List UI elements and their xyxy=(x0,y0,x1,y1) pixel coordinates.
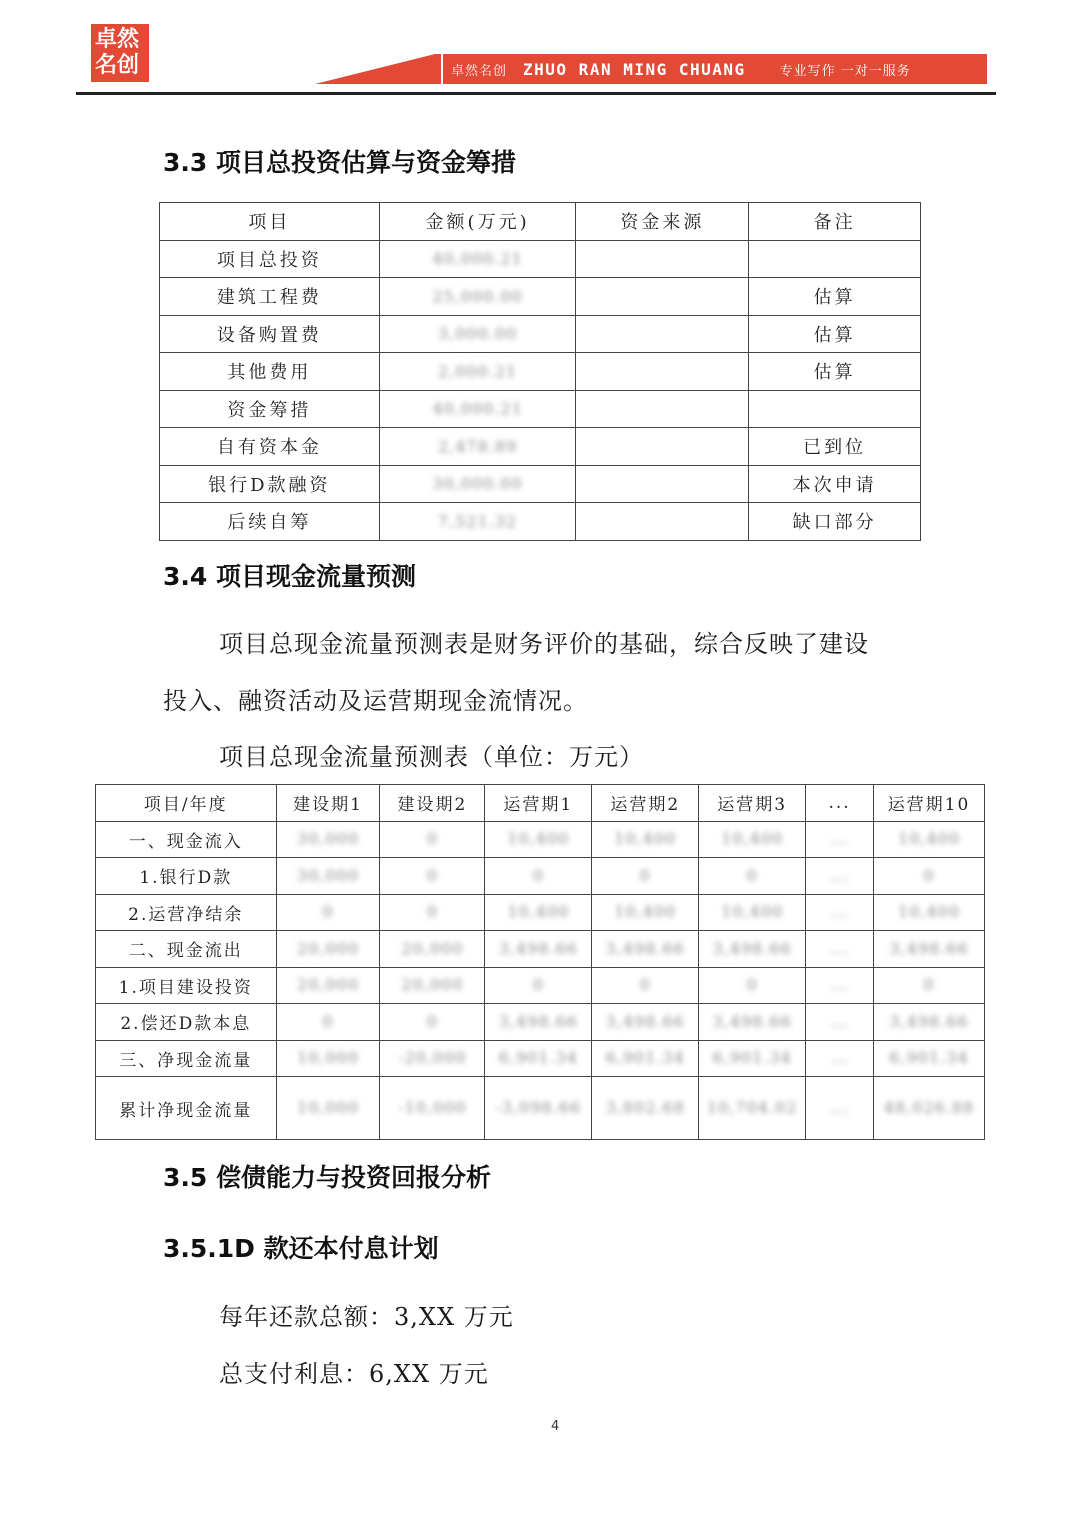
table-caption: 项目总现金流量预测表（单位：万元） xyxy=(219,743,644,771)
table-cell xyxy=(160,428,380,466)
row-label-cell xyxy=(96,858,277,895)
value-cell xyxy=(380,858,485,895)
banner-wedge xyxy=(315,54,435,84)
value-cell xyxy=(276,1004,380,1041)
value-cell xyxy=(276,931,380,968)
row-label-cell xyxy=(96,1004,277,1041)
value-cell xyxy=(276,821,380,858)
cell-value: 0 xyxy=(532,865,544,885)
value-cell xyxy=(485,821,592,858)
row-label-cell xyxy=(96,931,277,968)
value-cell xyxy=(485,967,592,1004)
cell-value: 10,400 xyxy=(614,902,677,922)
table-header-row xyxy=(160,203,921,241)
table-cell xyxy=(160,503,380,541)
value-cell xyxy=(806,931,874,968)
amount-cell xyxy=(379,240,576,278)
cell-value: ... xyxy=(830,902,849,922)
cell-text: 银行D款融资 xyxy=(208,474,331,496)
value-cell xyxy=(874,1040,985,1077)
table-cell xyxy=(749,465,921,503)
paragraph-line-2: 投入、融资活动及运营期现金流情况。 xyxy=(163,687,588,715)
value-cell xyxy=(806,894,874,931)
amount-cell xyxy=(379,390,576,428)
cell-value: 0 xyxy=(426,902,438,922)
table-cell xyxy=(749,240,921,278)
paragraph-line-1: 项目总现金流量预测表是财务评价的基础，综合反映了建设 xyxy=(219,630,869,658)
value-cell xyxy=(592,1040,699,1077)
amount-value: 40,000.21 xyxy=(432,399,523,419)
row-label: 一、现金流入 xyxy=(128,831,243,852)
cell-value: ... xyxy=(830,975,849,995)
amount-value: 40,000.21 xyxy=(432,249,523,269)
cell-value: 3,498.66 xyxy=(889,938,969,958)
value-cell xyxy=(592,1077,699,1140)
cell-value: 10,400 xyxy=(898,902,960,922)
amount-cell xyxy=(379,503,576,541)
table-row xyxy=(96,931,985,968)
header-banner xyxy=(435,54,987,84)
value-cell xyxy=(485,1077,592,1140)
section-3-5-1-title: 3.5.1D 款还本付息计划 xyxy=(163,1234,439,1263)
amount-cell xyxy=(379,465,576,503)
amount-value: 25,000.00 xyxy=(432,286,523,306)
cell-value: 20,000 xyxy=(297,938,359,958)
amount-cell xyxy=(379,315,576,353)
value-cell xyxy=(806,967,874,1004)
table-cell xyxy=(749,353,921,391)
repayment-total-line: 每年还款总额：3,XX 万元 xyxy=(219,1303,514,1331)
row-label-cell xyxy=(96,967,277,1004)
table-header-row xyxy=(96,785,985,822)
value-cell xyxy=(806,1004,874,1041)
cell-value: 3,498.66 xyxy=(712,1011,792,1031)
table-row xyxy=(160,278,921,316)
cell-value: 6,901.34 xyxy=(605,1048,685,1068)
value-cell xyxy=(699,967,806,1004)
amount-cell xyxy=(379,428,576,466)
value-cell xyxy=(276,1040,380,1077)
table-header-cell: 运营期1 xyxy=(485,785,592,822)
value-cell xyxy=(699,931,806,968)
row-label-cell xyxy=(96,894,277,931)
row-label: 2.运营净结余 xyxy=(128,904,244,925)
value-cell xyxy=(592,931,699,968)
cell-value: 0 xyxy=(746,865,758,885)
cell-value: 3,498.66 xyxy=(712,938,792,958)
cell-value: 10,704.02 xyxy=(706,1098,798,1117)
logo-text-top: 卓然 xyxy=(95,26,140,52)
table-header-cell: 金额(万元) xyxy=(379,203,576,241)
amount-value: 2,478.89 xyxy=(437,436,518,456)
value-cell xyxy=(485,931,592,968)
cell-value: 3,498.66 xyxy=(605,938,685,958)
value-cell xyxy=(806,1077,874,1140)
value-cell xyxy=(276,1077,380,1140)
amount-value: 2,000.21 xyxy=(437,361,518,381)
value-cell xyxy=(276,858,380,895)
cell-value: 30,000 xyxy=(297,829,359,849)
amount-cell xyxy=(379,353,576,391)
section-3-3-title: 3.3 项目总投资估算与资金筹措 xyxy=(163,148,516,177)
table-cell xyxy=(160,240,380,278)
table-row xyxy=(160,503,921,541)
table-row xyxy=(96,967,985,1004)
value-cell xyxy=(592,894,699,931)
value-cell xyxy=(874,894,985,931)
table-cell xyxy=(160,278,380,316)
cell-value: 48,026.88 xyxy=(883,1098,975,1117)
cell-value: 0 xyxy=(746,975,758,995)
interest-total-line: 总支付利息：6,XX 万元 xyxy=(219,1360,489,1388)
table-cell xyxy=(576,465,749,503)
table-cell xyxy=(749,503,921,541)
cell-value: 6,901.34 xyxy=(712,1048,792,1068)
table-row xyxy=(96,858,985,895)
cell-value: -3,098.66 xyxy=(495,1098,582,1117)
cell-value: 20,000 xyxy=(297,975,359,995)
banner-divider xyxy=(441,54,443,84)
amount-value: 30,000.00 xyxy=(432,474,523,494)
cell-text: 已到位 xyxy=(803,437,867,459)
cell-value: 0 xyxy=(639,975,651,995)
value-cell xyxy=(380,1077,485,1140)
table-row xyxy=(160,465,921,503)
header-rule xyxy=(76,92,996,95)
cell-value: ... xyxy=(830,1011,849,1031)
table-row xyxy=(160,240,921,278)
value-cell xyxy=(592,967,699,1004)
table-header-cell: 项目 xyxy=(160,203,380,241)
cell-text: 本次申请 xyxy=(792,474,877,496)
value-cell xyxy=(699,1077,806,1140)
value-cell xyxy=(276,967,380,1004)
amount-value: 3,000.00 xyxy=(437,324,518,344)
value-cell xyxy=(874,931,985,968)
cell-value: 0 xyxy=(426,829,438,849)
cell-text: 估算 xyxy=(813,287,856,309)
cell-value: 20,000 xyxy=(401,938,464,958)
table-cell xyxy=(576,390,749,428)
table-cell xyxy=(160,465,380,503)
banner-slogan: 专业写作 一对一服务 xyxy=(779,63,911,79)
value-cell xyxy=(806,821,874,858)
cell-text: 估算 xyxy=(813,362,856,384)
value-cell xyxy=(276,894,380,931)
value-cell xyxy=(380,894,485,931)
table-row xyxy=(160,428,921,466)
amount-cell xyxy=(379,278,576,316)
row-label: 累计净现金流量 xyxy=(119,1100,253,1121)
cell-value: 10,400 xyxy=(898,829,960,849)
row-label: 三、净现金流量 xyxy=(119,1050,253,1071)
value-cell xyxy=(806,858,874,895)
table-header-cell: 运营期3 xyxy=(699,785,806,822)
cell-value: 10,000 xyxy=(297,1048,359,1068)
cell-value: 10,400 xyxy=(507,829,570,849)
value-cell xyxy=(874,967,985,1004)
value-cell xyxy=(380,1040,485,1077)
table-header-cell: 运营期10 xyxy=(874,785,985,822)
table-row xyxy=(96,1004,985,1041)
value-cell xyxy=(485,894,592,931)
cell-text: 项目总投资 xyxy=(216,249,322,271)
value-cell xyxy=(806,1040,874,1077)
table-cell xyxy=(160,390,380,428)
table-cell xyxy=(576,353,749,391)
banner-company-en: ZHUO RAN MING CHUANG xyxy=(523,59,746,79)
cell-text: 缺口部分 xyxy=(792,512,877,534)
value-cell xyxy=(699,821,806,858)
value-cell xyxy=(380,967,485,1004)
table-row xyxy=(160,390,921,428)
value-cell xyxy=(592,821,699,858)
row-label: 2.偿还D款本息 xyxy=(120,1014,252,1035)
cell-value: 0 xyxy=(426,1011,438,1031)
row-label: 1.银行D款 xyxy=(139,868,233,889)
value-cell xyxy=(699,1040,806,1077)
value-cell xyxy=(874,821,985,858)
value-cell xyxy=(699,894,806,931)
table-row xyxy=(96,1040,985,1077)
row-label-cell xyxy=(96,1040,277,1077)
table-cell xyxy=(576,240,749,278)
table-header-cell: 建设期1 xyxy=(276,785,380,822)
row-label-cell xyxy=(96,821,277,858)
value-cell xyxy=(380,1004,485,1041)
cell-value: 10,000 xyxy=(297,1098,359,1117)
table-cell xyxy=(749,390,921,428)
row-label: 1.项目建设投资 xyxy=(118,977,253,998)
cell-value: 3,498.66 xyxy=(498,938,578,958)
cell-text: 资金筹措 xyxy=(227,399,312,421)
investment-table xyxy=(159,202,921,541)
cell-value: 0 xyxy=(322,902,334,922)
cell-value: 0 xyxy=(426,865,438,885)
logo-text-bottom: 名创 xyxy=(95,52,140,78)
value-cell xyxy=(874,1077,985,1140)
table-row xyxy=(160,353,921,391)
table-cell xyxy=(160,315,380,353)
cell-text: 建筑工程费 xyxy=(216,287,322,309)
table-header-cell: ... xyxy=(806,785,874,822)
cell-text: 其他费用 xyxy=(227,362,312,384)
table-row xyxy=(96,821,985,858)
cell-value: 0 xyxy=(322,1011,334,1031)
section-3-4-title: 3.4 项目现金流量预测 xyxy=(163,562,416,591)
cell-value: 30,000 xyxy=(297,865,359,885)
cell-value: 0 xyxy=(532,975,544,995)
row-label-cell xyxy=(96,1077,277,1140)
value-cell xyxy=(592,1004,699,1041)
table-row xyxy=(96,894,985,931)
cell-value: 3,802.68 xyxy=(605,1098,685,1117)
cell-text: 后续自筹 xyxy=(227,512,312,534)
amount-value: 7,521.32 xyxy=(437,511,518,531)
cell-value: ... xyxy=(830,938,849,958)
value-cell xyxy=(380,821,485,858)
table-cell xyxy=(576,278,749,316)
cell-value: 10,400 xyxy=(721,902,784,922)
cell-value: -10,000 xyxy=(398,1098,467,1117)
table-row xyxy=(160,315,921,353)
table-cell xyxy=(749,315,921,353)
table-cell xyxy=(749,278,921,316)
cell-value: 10,400 xyxy=(721,829,784,849)
table-header-cell: 项目/年度 xyxy=(96,785,277,822)
cell-value: ... xyxy=(830,1098,849,1117)
cell-value: ... xyxy=(830,829,849,849)
cell-value: 6,901.34 xyxy=(498,1048,578,1068)
table-cell xyxy=(160,353,380,391)
cell-text: 估算 xyxy=(813,324,856,346)
cell-value: 10,400 xyxy=(614,829,677,849)
table-header-cell: 运营期2 xyxy=(592,785,699,822)
table-header-cell: 备注 xyxy=(749,203,921,241)
cell-value: 0 xyxy=(639,865,651,885)
table-header-cell: 建设期2 xyxy=(380,785,485,822)
page-number: 4 xyxy=(551,1419,560,1434)
table-row xyxy=(96,1077,985,1140)
section-3-5-title: 3.5 偿债能力与投资回报分析 xyxy=(163,1163,491,1192)
cell-value: ... xyxy=(830,865,849,885)
value-cell xyxy=(380,931,485,968)
value-cell xyxy=(699,858,806,895)
value-cell xyxy=(699,1004,806,1041)
company-logo xyxy=(91,24,149,82)
cashflow-table xyxy=(95,784,985,1140)
cell-value: 6,901.34 xyxy=(889,1048,969,1068)
cell-value: 0 xyxy=(923,865,935,885)
cell-value: 0 xyxy=(923,975,935,995)
cell-value: 3,498.66 xyxy=(889,1011,969,1031)
cell-value: 10,400 xyxy=(507,902,570,922)
cell-value: -20,000 xyxy=(398,1048,467,1068)
value-cell xyxy=(874,858,985,895)
table-header-cell: 资金来源 xyxy=(576,203,749,241)
cell-text: 设备购置费 xyxy=(216,324,322,346)
value-cell xyxy=(485,1040,592,1077)
banner-company-cn: 卓然名创 xyxy=(451,63,508,79)
table-cell xyxy=(749,428,921,466)
table-cell xyxy=(576,503,749,541)
row-label: 二、现金流出 xyxy=(128,941,243,962)
cell-text: 自有资本金 xyxy=(216,437,322,459)
value-cell xyxy=(874,1004,985,1041)
table-cell xyxy=(576,428,749,466)
table-cell xyxy=(576,315,749,353)
cell-value: ... xyxy=(830,1048,849,1068)
cell-value: 3,498.66 xyxy=(605,1011,685,1031)
cell-value: 3,498.66 xyxy=(498,1011,578,1031)
value-cell xyxy=(592,858,699,895)
value-cell xyxy=(485,1004,592,1041)
cell-value: 20,000 xyxy=(401,975,464,995)
value-cell xyxy=(485,858,592,895)
